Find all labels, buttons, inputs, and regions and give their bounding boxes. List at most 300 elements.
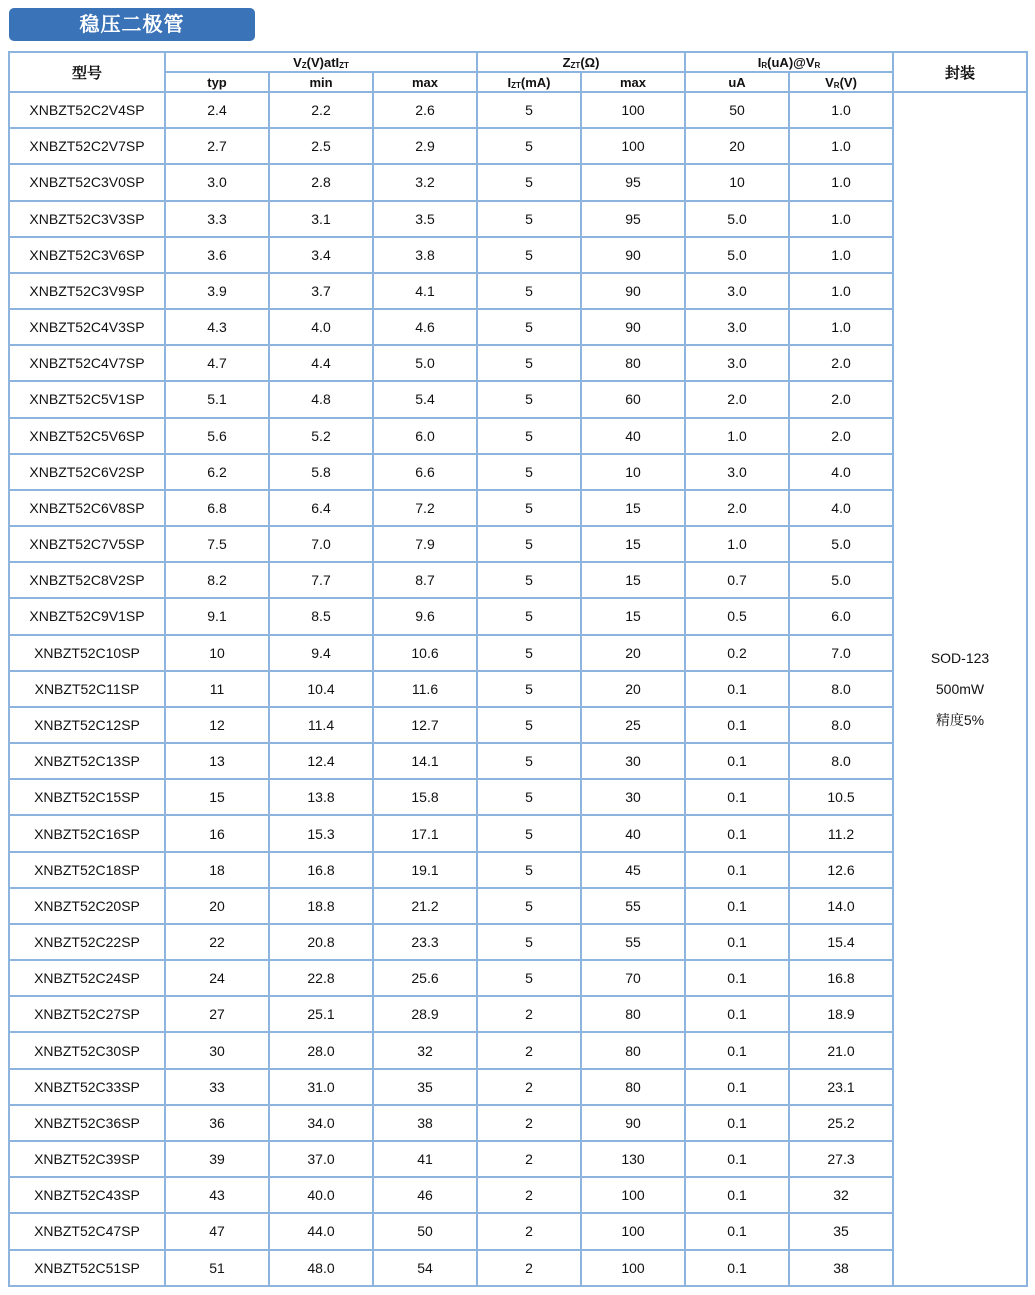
cell-ir-ua: 3.0 xyxy=(685,309,789,345)
cell-zzt-max: 90 xyxy=(581,309,685,345)
table-row xyxy=(9,490,1027,526)
cell-izt: 5 xyxy=(477,815,581,851)
header-zzt-max: max xyxy=(581,72,685,92)
cell-vz-min: 2.2 xyxy=(269,92,373,128)
cell-model: XNBZT52C3V6SP xyxy=(9,237,165,273)
cell-vz-min: 4.0 xyxy=(269,309,373,345)
cell-izt: 5 xyxy=(477,526,581,562)
cell-model: XNBZT52C36SP xyxy=(9,1105,165,1141)
cell-zzt-max: 90 xyxy=(581,237,685,273)
cell-model: XNBZT52C22SP xyxy=(9,924,165,960)
cell-ir-ua: 0.1 xyxy=(685,1213,789,1249)
cell-vz-typ: 24 xyxy=(165,960,269,996)
cell-vz-min: 25.1 xyxy=(269,996,373,1032)
cell-vz-typ: 30 xyxy=(165,1032,269,1068)
cell-ir-ua: 0.1 xyxy=(685,996,789,1032)
cell-ir-ua: 0.1 xyxy=(685,1069,789,1105)
cell-vz-min: 3.4 xyxy=(269,237,373,273)
cell-izt: 5 xyxy=(477,562,581,598)
cell-izt: 2 xyxy=(477,1250,581,1287)
cell-vz-max: 38 xyxy=(373,1105,477,1141)
cell-vz-max: 12.7 xyxy=(373,707,477,743)
cell-vr: 23.1 xyxy=(789,1069,893,1105)
cell-izt: 5 xyxy=(477,92,581,128)
cell-vz-max: 54 xyxy=(373,1250,477,1287)
cell-zzt-max: 45 xyxy=(581,852,685,888)
table-row xyxy=(9,1069,1027,1105)
cell-ir-ua: 2.0 xyxy=(685,490,789,526)
cell-vr: 18.9 xyxy=(789,996,893,1032)
cell-vz-typ: 43 xyxy=(165,1177,269,1213)
cell-model: XNBZT52C15SP xyxy=(9,779,165,815)
cell-zzt-max: 15 xyxy=(581,562,685,598)
cell-vz-typ: 18 xyxy=(165,852,269,888)
cell-ir-ua: 3.0 xyxy=(685,273,789,309)
cell-zzt-max: 100 xyxy=(581,1213,685,1249)
cell-zzt-max: 10 xyxy=(581,454,685,490)
cell-vr: 1.0 xyxy=(789,92,893,128)
cell-vz-max: 9.6 xyxy=(373,598,477,634)
cell-zzt-max: 55 xyxy=(581,924,685,960)
cell-ir-ua: 0.1 xyxy=(685,924,789,960)
table-row xyxy=(9,92,1027,128)
cell-vz-min: 12.4 xyxy=(269,743,373,779)
cell-vz-typ: 4.3 xyxy=(165,309,269,345)
cell-izt: 5 xyxy=(477,309,581,345)
cell-ir-ua: 1.0 xyxy=(685,526,789,562)
table-row xyxy=(9,1105,1027,1141)
cell-vz-max: 3.2 xyxy=(373,164,477,200)
cell-vr: 32 xyxy=(789,1177,893,1213)
cell-vr: 2.0 xyxy=(789,345,893,381)
cell-vz-min: 15.3 xyxy=(269,815,373,851)
cell-model: XNBZT52C18SP xyxy=(9,852,165,888)
cell-vz-typ: 8.2 xyxy=(165,562,269,598)
cell-model: XNBZT52C30SP xyxy=(9,1032,165,1068)
header-typ: typ xyxy=(165,72,269,92)
cell-vz-max: 5.0 xyxy=(373,345,477,381)
cell-izt: 5 xyxy=(477,381,581,417)
cell-vr: 5.0 xyxy=(789,526,893,562)
cell-vr: 38 xyxy=(789,1250,893,1287)
cell-vz-max: 7.9 xyxy=(373,526,477,562)
cell-model: XNBZT52C20SP xyxy=(9,888,165,924)
cell-vz-max: 2.6 xyxy=(373,92,477,128)
header-package: 封装 xyxy=(893,52,1027,92)
cell-model: XNBZT52C12SP xyxy=(9,707,165,743)
table-row xyxy=(9,128,1027,164)
cell-zzt-max: 80 xyxy=(581,996,685,1032)
cell-vz-typ: 47 xyxy=(165,1213,269,1249)
cell-vz-typ: 10 xyxy=(165,635,269,671)
cell-ir-ua: 20 xyxy=(685,128,789,164)
cell-zzt-max: 60 xyxy=(581,381,685,417)
cell-vz-typ: 20 xyxy=(165,888,269,924)
table-row xyxy=(9,526,1027,562)
cell-vz-min: 40.0 xyxy=(269,1177,373,1213)
table-row xyxy=(9,309,1027,345)
cell-vz-typ: 5.6 xyxy=(165,418,269,454)
cell-model: XNBZT52C24SP xyxy=(9,960,165,996)
cell-zzt-max: 80 xyxy=(581,1032,685,1068)
cell-izt: 5 xyxy=(477,273,581,309)
cell-ir-ua: 5.0 xyxy=(685,201,789,237)
cell-vr: 12.6 xyxy=(789,852,893,888)
cell-vz-min: 8.5 xyxy=(269,598,373,634)
table-row xyxy=(9,815,1027,851)
cell-ir-ua: 0.1 xyxy=(685,743,789,779)
cell-vz-typ: 6.8 xyxy=(165,490,269,526)
cell-vr: 8.0 xyxy=(789,743,893,779)
cell-izt: 5 xyxy=(477,128,581,164)
cell-vz-min: 10.4 xyxy=(269,671,373,707)
cell-zzt-max: 20 xyxy=(581,671,685,707)
header-zzt-group: $Z_{ZT}(\Omega)$ xyxy=(477,52,685,72)
cell-vz-min: 34.0 xyxy=(269,1105,373,1141)
cell-vz-min: 6.4 xyxy=(269,490,373,526)
cell-model: XNBZT52C27SP xyxy=(9,996,165,1032)
cell-vz-typ: 9.1 xyxy=(165,598,269,634)
cell-vz-typ: 3.9 xyxy=(165,273,269,309)
cell-izt: 5 xyxy=(477,490,581,526)
cell-vr: 7.0 xyxy=(789,635,893,671)
cell-model: XNBZT52C5V1SP xyxy=(9,381,165,417)
cell-vr: 25.2 xyxy=(789,1105,893,1141)
cell-vz-max: 25.6 xyxy=(373,960,477,996)
cell-vz-max: 19.1 xyxy=(373,852,477,888)
cell-model: XNBZT52C3V3SP xyxy=(9,201,165,237)
header-row-1 xyxy=(9,52,1027,72)
cell-vz-min: 2.5 xyxy=(269,128,373,164)
cell-vz-min: 3.7 xyxy=(269,273,373,309)
cell-model: XNBZT52C51SP xyxy=(9,1250,165,1287)
cell-vz-max: 6.0 xyxy=(373,418,477,454)
cell-vz-max: 46 xyxy=(373,1177,477,1213)
cell-vz-min: 7.7 xyxy=(269,562,373,598)
cell-vr: 1.0 xyxy=(789,237,893,273)
cell-vr: 1.0 xyxy=(789,128,893,164)
cell-vz-min: 48.0 xyxy=(269,1250,373,1287)
cell-vr: 15.4 xyxy=(789,924,893,960)
package-line3: 精度5% xyxy=(935,711,985,728)
cell-vz-max: 3.8 xyxy=(373,237,477,273)
table-row xyxy=(9,201,1027,237)
section-title: 稳压二极管 xyxy=(9,8,255,41)
table-row xyxy=(9,1250,1027,1287)
package-line1: SOD-123 xyxy=(930,649,990,666)
cell-vz-max: 7.2 xyxy=(373,490,477,526)
cell-vz-max: 6.6 xyxy=(373,454,477,490)
table-row xyxy=(9,381,1027,417)
cell-izt: 5 xyxy=(477,164,581,200)
cell-izt: 5 xyxy=(477,779,581,815)
cell-vz-typ: 11 xyxy=(165,671,269,707)
cell-model: XNBZT52C9V1SP xyxy=(9,598,165,634)
cell-vz-typ: 7.5 xyxy=(165,526,269,562)
cell-vz-min: 22.8 xyxy=(269,960,373,996)
cell-vz-typ: 13 xyxy=(165,743,269,779)
cell-vz-typ: 4.7 xyxy=(165,345,269,381)
cell-model: XNBZT52C39SP xyxy=(9,1141,165,1177)
cell-vz-max: 2.9 xyxy=(373,128,477,164)
cell-vz-max: 23.3 xyxy=(373,924,477,960)
cell-ir-ua: 0.1 xyxy=(685,1032,789,1068)
cell-zzt-max: 90 xyxy=(581,1105,685,1141)
cell-vz-max: 4.1 xyxy=(373,273,477,309)
header-vz-group: $V_Z(V)atI_{ZT}$ xyxy=(165,52,477,72)
cell-izt: 5 xyxy=(477,743,581,779)
cell-zzt-max: 100 xyxy=(581,1177,685,1213)
cell-vz-max: 14.1 xyxy=(373,743,477,779)
cell-vz-max: 41 xyxy=(373,1141,477,1177)
cell-vr: 21.0 xyxy=(789,1032,893,1068)
table-row xyxy=(9,1177,1027,1213)
cell-ir-ua: 0.1 xyxy=(685,1250,789,1287)
table-row xyxy=(9,164,1027,200)
cell-vr: 10.5 xyxy=(789,779,893,815)
cell-ir-ua: 0.5 xyxy=(685,598,789,634)
cell-izt: 2 xyxy=(477,1105,581,1141)
header-izt: $I_{ZT}(mA)$ xyxy=(477,72,581,92)
cell-vz-min: 3.1 xyxy=(269,201,373,237)
cell-ir-ua: 3.0 xyxy=(685,454,789,490)
cell-izt: 5 xyxy=(477,237,581,273)
cell-model: XNBZT52C2V4SP xyxy=(9,92,165,128)
cell-vz-typ: 2.4 xyxy=(165,92,269,128)
cell-ir-ua: 0.1 xyxy=(685,1141,789,1177)
cell-vz-max: 8.7 xyxy=(373,562,477,598)
cell-izt: 5 xyxy=(477,598,581,634)
cell-vr: 6.0 xyxy=(789,598,893,634)
table-row xyxy=(9,779,1027,815)
cell-zzt-max: 15 xyxy=(581,490,685,526)
cell-vz-min: 13.8 xyxy=(269,779,373,815)
cell-vz-max: 21.2 xyxy=(373,888,477,924)
cell-zzt-max: 100 xyxy=(581,1250,685,1287)
cell-izt: 5 xyxy=(477,201,581,237)
cell-vz-typ: 22 xyxy=(165,924,269,960)
cell-vz-max: 4.6 xyxy=(373,309,477,345)
cell-vz-max: 15.8 xyxy=(373,779,477,815)
cell-vr: 8.0 xyxy=(789,671,893,707)
cell-vr: 14.0 xyxy=(789,888,893,924)
cell-model: XNBZT52C2V7SP xyxy=(9,128,165,164)
cell-vz-min: 31.0 xyxy=(269,1069,373,1105)
cell-vz-min: 5.8 xyxy=(269,454,373,490)
table-body xyxy=(9,92,1027,1286)
cell-zzt-max: 30 xyxy=(581,743,685,779)
cell-ir-ua: 0.1 xyxy=(685,779,789,815)
cell-ir-ua: 0.1 xyxy=(685,815,789,851)
cell-model: XNBZT52C13SP xyxy=(9,743,165,779)
cell-vz-min: 16.8 xyxy=(269,852,373,888)
cell-vz-min: 18.8 xyxy=(269,888,373,924)
cell-vz-typ: 6.2 xyxy=(165,454,269,490)
cell-vz-typ: 2.7 xyxy=(165,128,269,164)
cell-zzt-max: 100 xyxy=(581,92,685,128)
table-row xyxy=(9,562,1027,598)
cell-izt: 2 xyxy=(477,1213,581,1249)
cell-model: XNBZT52C47SP xyxy=(9,1213,165,1249)
cell-vz-typ: 27 xyxy=(165,996,269,1032)
zener-spec-table xyxy=(8,51,1028,1287)
cell-izt: 5 xyxy=(477,635,581,671)
cell-model: XNBZT52C6V2SP xyxy=(9,454,165,490)
cell-zzt-max: 80 xyxy=(581,345,685,381)
table-row xyxy=(9,1213,1027,1249)
cell-vz-min: 4.4 xyxy=(269,345,373,381)
cell-ir-ua: 0.1 xyxy=(685,1105,789,1141)
cell-izt: 5 xyxy=(477,454,581,490)
cell-zzt-max: 95 xyxy=(581,201,685,237)
cell-vr: 1.0 xyxy=(789,309,893,345)
cell-ir-ua: 10 xyxy=(685,164,789,200)
cell-vz-min: 5.2 xyxy=(269,418,373,454)
table-row xyxy=(9,924,1027,960)
header-ir-group: $I_R(uA)@V_R$ xyxy=(685,52,893,72)
cell-vr: 11.2 xyxy=(789,815,893,851)
table-row xyxy=(9,418,1027,454)
cell-ir-ua: 0.2 xyxy=(685,635,789,671)
header-min: min xyxy=(269,72,373,92)
table-row xyxy=(9,1032,1027,1068)
header-ua: uA xyxy=(685,72,789,92)
cell-model: XNBZT52C10SP xyxy=(9,635,165,671)
table-row xyxy=(9,454,1027,490)
cell-ir-ua: 0.1 xyxy=(685,852,789,888)
cell-vz-max: 32 xyxy=(373,1032,477,1068)
table-row xyxy=(9,598,1027,634)
cell-model: XNBZT52C7V5SP xyxy=(9,526,165,562)
cell-vz-min: 11.4 xyxy=(269,707,373,743)
cell-vz-min: 7.0 xyxy=(269,526,373,562)
cell-model: XNBZT52C33SP xyxy=(9,1069,165,1105)
cell-model: XNBZT52C5V6SP xyxy=(9,418,165,454)
cell-model: XNBZT52C3V0SP xyxy=(9,164,165,200)
table-row xyxy=(9,852,1027,888)
cell-zzt-max: 25 xyxy=(581,707,685,743)
cell-vz-typ: 12 xyxy=(165,707,269,743)
table-row xyxy=(9,743,1027,779)
cell-izt: 5 xyxy=(477,960,581,996)
cell-model: XNBZT52C43SP xyxy=(9,1177,165,1213)
cell-vr: 27.3 xyxy=(789,1141,893,1177)
cell-izt: 5 xyxy=(477,345,581,381)
table-row xyxy=(9,671,1027,707)
cell-izt: 5 xyxy=(477,888,581,924)
cell-ir-ua: 0.1 xyxy=(685,707,789,743)
cell-model: XNBZT52C3V9SP xyxy=(9,273,165,309)
cell-vr: 8.0 xyxy=(789,707,893,743)
cell-ir-ua: 1.0 xyxy=(685,418,789,454)
cell-ir-ua: 0.1 xyxy=(685,671,789,707)
cell-vz-max: 11.6 xyxy=(373,671,477,707)
cell-izt: 5 xyxy=(477,418,581,454)
header-max: max xyxy=(373,72,477,92)
cell-model: XNBZT52C6V8SP xyxy=(9,490,165,526)
cell-vr: 4.0 xyxy=(789,454,893,490)
table-row xyxy=(9,707,1027,743)
cell-vr: 2.0 xyxy=(789,381,893,417)
cell-vz-typ: 16 xyxy=(165,815,269,851)
cell-vz-max: 28.9 xyxy=(373,996,477,1032)
cell-ir-ua: 0.7 xyxy=(685,562,789,598)
cell-vz-max: 17.1 xyxy=(373,815,477,851)
table-row xyxy=(9,345,1027,381)
cell-vr: 1.0 xyxy=(789,273,893,309)
cell-zzt-max: 15 xyxy=(581,598,685,634)
cell-vz-typ: 51 xyxy=(165,1250,269,1287)
cell-model: XNBZT52C8V2SP xyxy=(9,562,165,598)
table-row xyxy=(9,960,1027,996)
cell-vz-typ: 15 xyxy=(165,779,269,815)
table-row xyxy=(9,888,1027,924)
cell-vr: 1.0 xyxy=(789,164,893,200)
cell-vr: 2.0 xyxy=(789,418,893,454)
cell-vr: 1.0 xyxy=(789,201,893,237)
cell-vz-typ: 3.3 xyxy=(165,201,269,237)
cell-vz-max: 5.4 xyxy=(373,381,477,417)
cell-vz-max: 35 xyxy=(373,1069,477,1105)
cell-vz-min: 28.0 xyxy=(269,1032,373,1068)
cell-zzt-max: 70 xyxy=(581,960,685,996)
cell-model: XNBZT52C16SP xyxy=(9,815,165,851)
cell-vz-min: 37.0 xyxy=(269,1141,373,1177)
cell-vz-typ: 39 xyxy=(165,1141,269,1177)
cell-izt: 5 xyxy=(477,852,581,888)
cell-zzt-max: 15 xyxy=(581,526,685,562)
cell-vr: 4.0 xyxy=(789,490,893,526)
cell-zzt-max: 90 xyxy=(581,273,685,309)
table-row xyxy=(9,273,1027,309)
package-cell xyxy=(893,92,1027,1286)
cell-vz-typ: 33 xyxy=(165,1069,269,1105)
header-model: 型号 xyxy=(9,52,165,92)
cell-vz-min: 44.0 xyxy=(269,1213,373,1249)
cell-izt: 5 xyxy=(477,707,581,743)
header-vr: $V_R(V)$ xyxy=(789,72,893,92)
cell-ir-ua: 3.0 xyxy=(685,345,789,381)
cell-vr: 16.8 xyxy=(789,960,893,996)
cell-model: XNBZT52C4V7SP xyxy=(9,345,165,381)
cell-zzt-max: 130 xyxy=(581,1141,685,1177)
cell-vz-typ: 5.1 xyxy=(165,381,269,417)
cell-ir-ua: 0.1 xyxy=(685,960,789,996)
cell-ir-ua: 0.1 xyxy=(685,888,789,924)
cell-zzt-max: 40 xyxy=(581,815,685,851)
cell-ir-ua: 2.0 xyxy=(685,381,789,417)
cell-vz-typ: 3.0 xyxy=(165,164,269,200)
cell-vz-max: 10.6 xyxy=(373,635,477,671)
cell-vr: 5.0 xyxy=(789,562,893,598)
cell-vz-min: 20.8 xyxy=(269,924,373,960)
cell-vz-min: 9.4 xyxy=(269,635,373,671)
cell-vz-max: 50 xyxy=(373,1213,477,1249)
cell-vz-max: 3.5 xyxy=(373,201,477,237)
cell-zzt-max: 30 xyxy=(581,779,685,815)
cell-izt: 2 xyxy=(477,1141,581,1177)
cell-izt: 2 xyxy=(477,1177,581,1213)
table-row xyxy=(9,1141,1027,1177)
cell-zzt-max: 20 xyxy=(581,635,685,671)
cell-izt: 5 xyxy=(477,924,581,960)
cell-ir-ua: 0.1 xyxy=(685,1177,789,1213)
cell-zzt-max: 80 xyxy=(581,1069,685,1105)
cell-izt: 2 xyxy=(477,1032,581,1068)
cell-ir-ua: 50 xyxy=(685,92,789,128)
cell-ir-ua: 5.0 xyxy=(685,237,789,273)
cell-model: XNBZT52C11SP xyxy=(9,671,165,707)
